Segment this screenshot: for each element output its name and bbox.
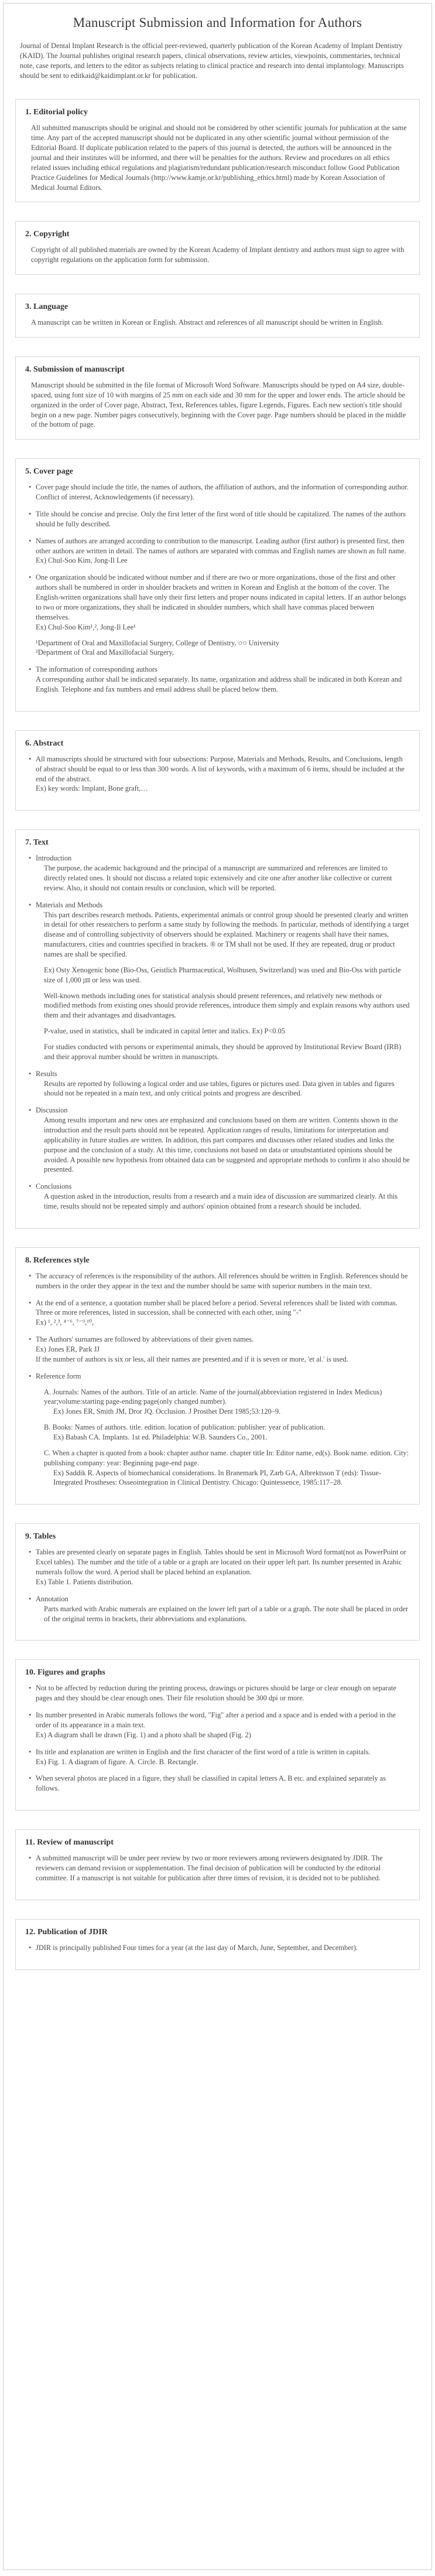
section-text — [15, 829, 420, 1229]
section-figures-graphs — [15, 1659, 420, 1811]
item-text: • The Authors' surnames are followed by abbreviations of their given names. — [36, 1335, 254, 1344]
example-text: Ex) ¹, ²,³, ⁴⁻⁶, ⁷⁻⁹,¹⁰, — [36, 1318, 94, 1327]
list-item — [28, 1853, 410, 1883]
page-frame — [3, 3, 432, 2570]
list-item — [28, 665, 410, 695]
list-item — [28, 1372, 410, 1488]
item-text: • When several photos are placed in a figure, they shall be classified in capital letters A, B etc. and explained separately as follows. — [36, 1774, 386, 1793]
section-heading: 11. Review of manuscript — [25, 1838, 114, 1847]
item-text: The purpose, the academic background and the principal of a manuscript are summarized and references are limited to directly related ones. It should not discuss a related topic extensively and cite one after another like collective or current review. Also, it should not contain results or conclusion, which will be reported. — [44, 864, 392, 892]
section-heading: 4. Submission of manuscript — [25, 365, 125, 375]
item-text: • Its title and explanation are written in English and the first character of the first word of a title is written in capitals. — [36, 1747, 371, 1756]
subsection-title: • Conclusions — [36, 1182, 72, 1191]
example-text: Ex) Jones ER, Park JJ — [36, 1345, 100, 1354]
item-text: • Names of authors are arranged according to contribution to the manuscript. Leading author (first author) is presented first, then other authors are written in detail. The names of authors are separated with commas and English names are shown as full name. — [36, 536, 406, 555]
section-heading: 2. Copyright — [25, 230, 70, 239]
section-heading: 9. Tables — [25, 1532, 56, 1541]
list-item — [28, 1271, 410, 1291]
item-text: • One organization should be indicated without number and if there are two or more organizations, those of the first and other authors shall be numbered in order in shoulder brackets and written in Korean and English at the bottom of the cover. The English-written organizations shall have only their first letters and proper nouns indicated in capital letters. If an author belongs to two or more organizations, they shall be indicated in shoulder numbers, which shall have commas placed between themselves. — [36, 573, 406, 621]
reference-form-book: B. Books: Names of authors. title. edition. location of publication: publisher: year of publication. — [44, 1423, 326, 1432]
example-text: Ex) Fig. 1. A diagram of figure. A. Circle. B. Rectangle. — [36, 1757, 198, 1766]
section-references-style — [15, 1247, 420, 1505]
list-item — [28, 1774, 410, 1794]
example-text: Ex) Osty Xenogenic bone (Bio-Oss, Geistlich Pharmaceutical, Wolhusen, Switzerland) was used and Bio-Oss with particle size of 1,000 ㎛ or less was used. — [44, 965, 401, 984]
item-text: For studies conducted with persons or experimental animals, they should be approved by Institutional Review Board (IRB) and their approval number should be written in manuscripts. — [44, 1042, 402, 1061]
example-text: Ex) key words: Implant, Bone graft,… — [36, 784, 148, 793]
reference-form-journal: A. Journals: Names of the authors. Title of an article. Name of the journal(abbreviation registered in Index Medicus) year;volume:starting page-ending page(only changed number). — [44, 1387, 382, 1406]
example-text: Ex) Saddik R. Aspects of biomechanical considerations. In Branemark PI, Zarb GA, Albrektsson T (eds): Tissue-Integrated Prostheses: Osseointegration in Clinical Dentistry. Chicago: Quintessence, 1985:117–28. — [53, 1468, 382, 1487]
item-text: • Title should be concise and precise. Only the first letter of the first word of title should be capitalized. The names of the authors should be fully described. — [36, 510, 406, 528]
item-text: A question asked in the introduction, results from a research and a main idea of discussion are summarized clearly. At this time, results should not be repeated simply and authors' opinion obtained from a research should be included. — [44, 1192, 398, 1211]
section-cover-page — [15, 458, 420, 711]
list-item — [28, 1298, 410, 1328]
item-text: • All manuscripts should be structured with four subsections: Purpose, Materials and Methods, Results, and Conclusions, length of abstract should be equal to or less than 300 words. A list of keywords, with a maximum of 6 items, should be included at the end of the abstract. — [36, 754, 405, 783]
list-item — [28, 573, 410, 658]
example-text: Ex) Babash CA. Implants. 1st ed. Philadelphia: W.B. Saunders Co., 2001. — [53, 1433, 268, 1442]
item-text: • Cover page should include the title, the names of authors, the affiliation of authors, and the information of corresponding author. Conflict of interest, Acknowledgements (if necessary). — [36, 483, 409, 502]
item-text: Results are reported by following a logical order and use tables, figures or pictures used. Data given in tables and figures should not be repeated in a main text, and only critical points and progress are described. — [44, 1079, 395, 1098]
example-text: Ex) Jones ER, Smith JM, Dror JQ. Occlusion. J Prosthet Dent 1985;53:120–9. — [53, 1407, 281, 1416]
section-heading: 6. Abstract — [25, 739, 64, 748]
item-text: • Reference form — [36, 1372, 81, 1380]
section-heading: 7. Text — [25, 838, 49, 848]
item-text: Among results important and new ones are emphasized and conclusions based on them are written. Contents shown in the introduction and the result parts should not be repeated. Application ranges of results, limitations for interpretation and applicability in future studies are written. In addition, this part compares and discusses other related studies and links the purpose and the conclusion of a study. At this time, conclusions not based on data or unsubstantiated opinions should be avoided. A possible new hypothesis from obtained data can be suggested and appropriate methods to confirm it also should be presented. — [44, 1116, 410, 1174]
list-item — [28, 853, 410, 893]
section-heading: 3. Language — [25, 302, 68, 312]
intro-paragraph: Journal of Dental Implant Research is the official peer-reviewed, quarterly publication of the Korean Academy of Implant Dentistry (KAID). The Journal publishes original research papers, clinical observations, review articles, viewpoints, commentaries, technical note, case reports, and letters to the editor as subjects relating to clinical practice and research into dental implantology. Manuscripts should be sent to editkaid@kaidimplant.or.kr for publication. — [20, 42, 404, 80]
item-text: A corresponding author shall be indicated separately. Its name, organization and address shall be indicated in both Korean and English. Telephone and fax numbers and email address shall be placed below them. — [36, 675, 402, 693]
affiliation-line: ¹Department of Oral and Maxillofacial Surgery, College of Dentistry, ○○ University — [36, 638, 279, 647]
item-text: If the number of authors is six or less, all their names are presented and if it is seven or more, 'et al.' is used. — [36, 1355, 348, 1363]
section-heading: 8. References style — [25, 1255, 90, 1265]
item-text: • Not to be affected by reduction during the printing process, drawings or pictures should be large or clear enough on separate pages and they should be clear enough ones. Their file resolution should be 300 dpi or more. — [36, 1684, 396, 1703]
section-heading: 10. Figures and graphs — [25, 1668, 105, 1677]
section-abstract — [15, 730, 420, 811]
list-item — [28, 1105, 410, 1175]
item-text: • JDIR is principally published Four times for a year (at the last day of March, June, September, and December). — [36, 1943, 358, 1952]
section-heading: 12. Publication of JDIR — [25, 1927, 108, 1937]
list-item — [28, 1182, 410, 1212]
list-item — [28, 1069, 410, 1099]
list-item — [28, 1710, 410, 1740]
example-text: Ex) Chul-Soo Kim¹,², Jong-Il Lee¹ — [36, 622, 136, 631]
list-item — [28, 900, 410, 1062]
section-tables — [15, 1523, 420, 1641]
section-text: A manuscript can be written in Korean or English. Abstract and references of all manuscript should be written in English. — [31, 318, 383, 327]
item-text: • At the end of a sentence, a quotation number shall be placed before a period. Several references shall be listed with commas. Three or more references, listed in succession, shall be connected with each other, using "-" — [36, 1298, 398, 1317]
example-text: Ex) Table 1. Patients distribution. — [36, 1577, 133, 1586]
list-item — [28, 754, 410, 794]
list-item — [28, 1594, 410, 1624]
list-item — [28, 1683, 410, 1703]
list-item — [28, 1335, 410, 1364]
section-language — [15, 294, 420, 338]
section-copyright — [15, 221, 420, 275]
affiliation-line: ²Department of Oral and Maxillofacial Surgery, — [36, 648, 174, 657]
item-text: • The accuracy of references is the responsibility of the authors. All references should be written in English. References should be numbers in the order they appear in the text and the number should be same with superior numbers in the main text. — [36, 1271, 408, 1290]
list-item — [28, 1547, 410, 1587]
section-heading: 1. Editorial policy — [25, 108, 88, 117]
subsection-title: • Discussion — [36, 1106, 68, 1115]
subsection-title: • Materials and Methods — [36, 900, 103, 909]
section-review — [15, 1829, 420, 1900]
section-text: Manuscript should be submitted in the file format of Microsoft Word Software. Manuscripts should be typed on A4 size, double-spaced, using font size of 10 with margins of 25 mm on each side and 30 mm for the upper and lower ends. The article should be organized in the order of Cover page, Abstract, Text, References tables, figure Legends, Figures. Each new section's title should begin on a new page. Number pages consecutively, beginning with the Cover page. Page numbers should be placed in the middle of the bottom of page. — [31, 381, 406, 429]
list-item — [28, 509, 410, 529]
item-text: • Tables are presented clearly on separate pages in English. Tables should be sent in Microsoft Word format(not as PowerPoint or Excel tables). The number and the title of a table or a graph are located on their upper left part. Its number presented in Arabic numerals follow the word. A period shall be placed behind an explanation. — [36, 1548, 406, 1577]
page-title: Manuscript Submission and Information for Authors — [73, 15, 362, 30]
item-text: • Its number presented in Arabic numerals follows the word, "Fig" after a period and a space and is ended with a period in the order of its appearance in a main text. — [36, 1711, 396, 1729]
item-text: Well-known methods including ones for statistical analysis should present references, and relatively new methods or modified methods from existing ones should provide references, introduce them simply and explain reasons why authors used them and their advantages and disadvantages. — [44, 991, 410, 1020]
subsection-title: • Results — [36, 1069, 57, 1078]
list-item — [28, 1747, 410, 1767]
section-text: Copyright of all published materials are owned by the Korean Academy of Implant dentistry and authors must sign to agree with copyright regulations on the application form for submission. — [31, 246, 405, 264]
item-text: P-value, used in statistics, shall be indicated in capital letter and italics. Ex) P<0.05 — [44, 1027, 285, 1036]
item-text: Parts marked with Arabic numerals are explained on the lower left part of a table or a graph. The note shall be placed in order of the original terms in brackets, their abbreviations and explanations. — [44, 1604, 409, 1623]
item-text: • A submitted manuscript will be under peer review by two or more reviewers among reviewers designated by JDIR. The reviewers can demand revision or supplementation. The final decision of publication will be conducted by the editorial committee. If a manuscript is not suitable for publication after three times of revision, it is decided not to be published. — [36, 1854, 383, 1882]
section-publication — [15, 1919, 420, 1970]
list-item — [28, 482, 410, 502]
section-editorial-policy — [15, 99, 420, 202]
list-item — [28, 536, 410, 566]
section-text: All submitted manuscripts should be original and should not be considered by other scientific journals for publication at the same time. Any part of the accepted manuscript should not be duplicated in any other scientific journal without permission of the Editorial Board. If duplicate publication related to the papers of this journal is detected, the authors will be announced in the journal and their institutes will be informed, and there will be penalties for the authors. Review and procedures on all ethics related issues including ethical regulations and plagiarism/redundant publication/research misconduct follow Good Publication Practice Guidelines for Medical Journals (http://www.kamje.or.kr/publishing_ethics.html) made by Korean Association of Medical Journal Editors. — [31, 124, 407, 192]
subsection-title: • Annotation — [36, 1594, 68, 1603]
section-submission — [15, 356, 420, 440]
list-item — [28, 1943, 410, 1953]
subsection-title: • Introduction — [36, 854, 72, 863]
example-text: Ex) Chul-Soo Kim, Jong-Il Lee — [36, 556, 128, 565]
section-heading: 5. Cover page — [25, 467, 73, 477]
example-text: Ex) A diagram shall be drawn (Fig. 1) and a photo shall be shaped (Fig. 2) — [36, 1730, 251, 1739]
item-text: • The information of corresponding authors — [36, 665, 157, 674]
item-text: This part describes research methods. Patients, experimental animals or control group should be presented clearly and written in detail for other researchers to perform a same study by following the methods. In particular, methods of identifying a target disease and of controlling subjectivity of observers should be explained. Machinery or reagents shall have their names, manufacturers, cities and countries specified in brackets. ® or TM shall not be used. If they are repeated, drug or product names are shall be specified. — [44, 910, 409, 958]
reference-form-chapter: C. When a chapter is quoted from a book: chapter author name. chapter title In: Editor name, ed(s). Book name. edition. City: publishing company: year: Beginning page-end page. — [44, 1448, 409, 1467]
